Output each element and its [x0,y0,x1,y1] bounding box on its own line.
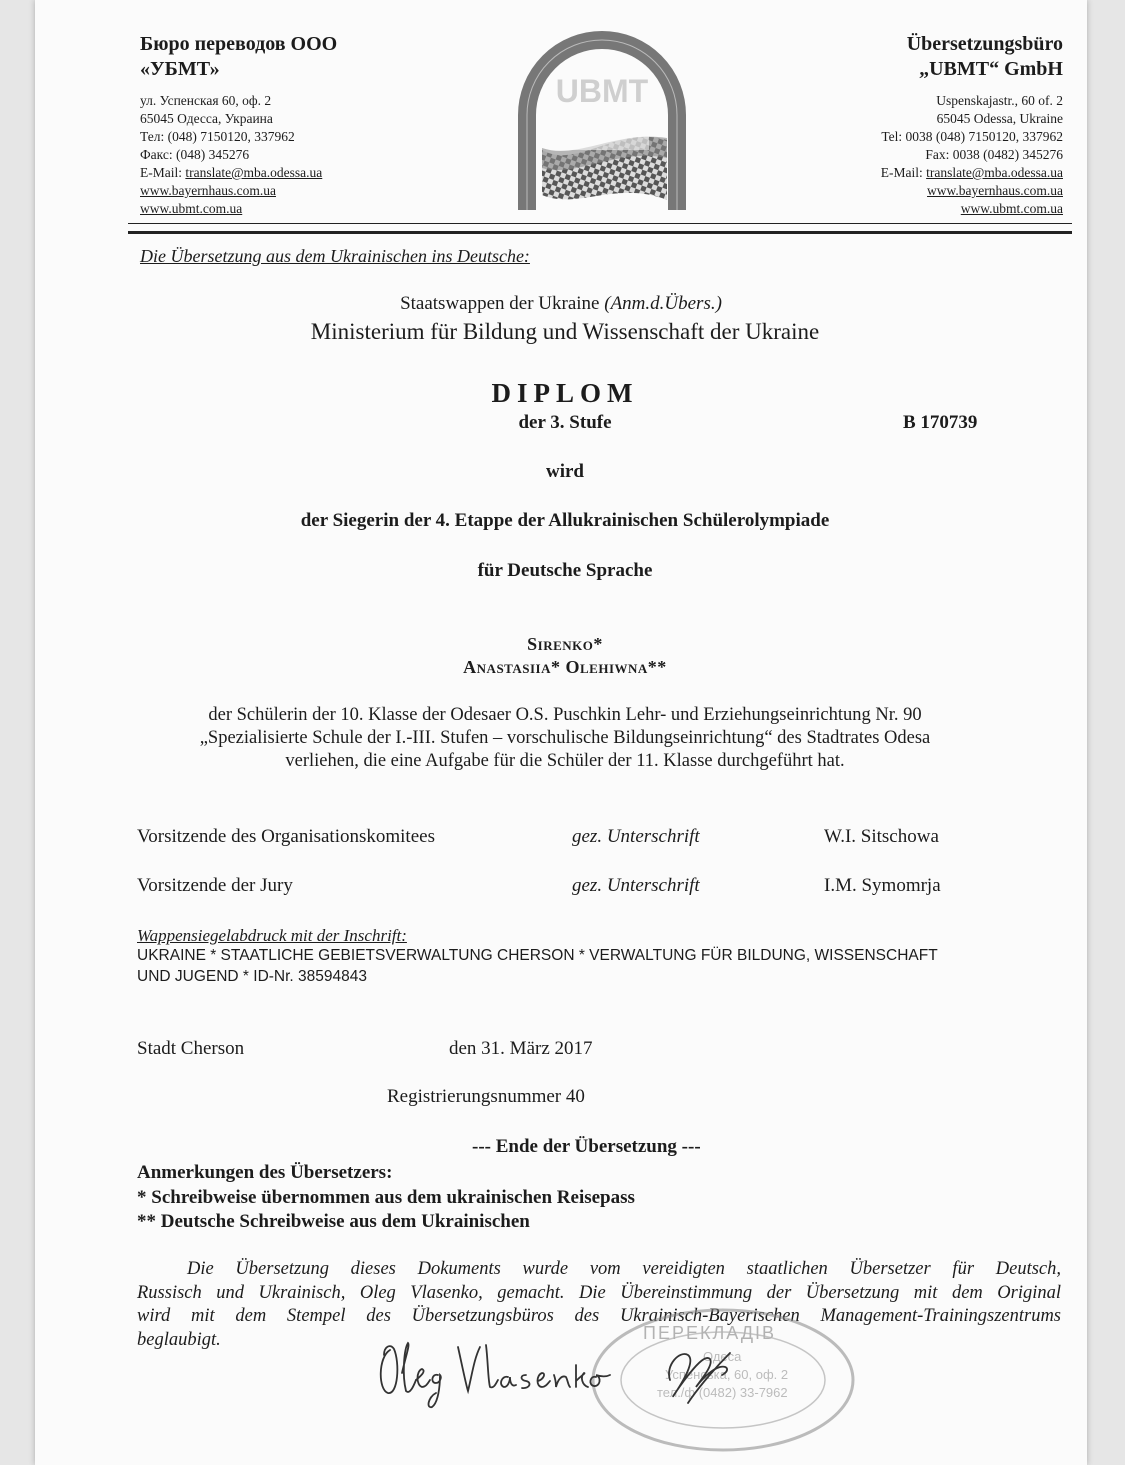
remarks-item-1: * Schreibweise übernommen aus dem ukrainischen Reisepass [137,1186,635,1208]
tel-de: Tel: 0038 (048) 7150120, 337962 [881,129,1063,144]
end-of-translation: --- Ende der Übersetzung --- [472,1136,701,1157]
header-rule-thin [128,223,1072,224]
translation-note: Die Übersetzung aus dem Ukrainischen ins Deutsche: [140,246,530,266]
web-link-ru-2[interactable]: www.ubmt.com.ua [140,201,243,216]
signature-role-2: Vorsitzende der Jury [137,875,293,896]
wird-text: wird [546,461,584,482]
registration-number: Registrierungsnummer 40 [387,1086,585,1107]
fax-ru: Факс: (048) 345276 [140,147,250,162]
signature-scribble-icon [370,1325,810,1415]
signature-sig-2: gez. Unterschrift [572,875,700,896]
stamp-word: ПЕРЕКЛАДІВ [643,1323,777,1343]
coat-of-arms-text: Staatswappen der Ukraine [400,293,600,314]
stamp-line-2: Успенська, 60, оф. 2 [665,1367,789,1382]
school-line-2: „Spezialisierte Schule der I.-III. Stufen – vorschulische Bildungseinrichtung“ des Stadtrates Odesa [199,728,931,748]
diplom-number: B 170739 [903,412,978,433]
bureau-name-de-1: Übersetzungsbüro [906,33,1063,55]
bureau-name-ru-2: «УБМТ» [140,58,220,80]
fax-de: Fax: 0038 (0482) 345276 [925,147,1063,162]
school-line-1: der Schülerin der 10. Klasse der Odesaer O.S. Puschkin Lehr- und Erziehungseinrichtung Nr. 90 [208,705,922,725]
surname: Sirenko* [527,634,603,654]
stamp-line-1: Одеса [703,1349,742,1364]
cert-line-1: Die Übersetzung dieses Dokuments wurde vom vereidigten staatlichen Übersetzer für Deutsch, [187,1259,1061,1279]
address-de-2: 65045 Odessa, Ukraine [936,111,1063,126]
diplom-level: der 3. Stufe [518,412,612,433]
email-ru: E-Mail: translate@mba.odessa.ua [140,165,323,180]
bureau-name-de-2: „UBMT“ GmbH [919,58,1063,80]
seal-inscription [137,945,938,987]
email-link-ru[interactable]: translate@mba.odessa.ua [185,165,323,180]
diplom-title: DIPLOM [491,378,639,408]
svg-text:UBMT: UBMT [555,73,649,109]
ministry-title: Ministerium für Bildung und Wissenschaft der Ukraine [310,319,820,344]
header-right [725,32,1063,218]
stamp-line-3: тел./ф (0482) 33-7962 [657,1385,788,1400]
cert-line-3: wird mit dem Stempel des Übersetzungsbüros des Ukrainisch-Bayerischen Management-Trainingszentrums [137,1306,1061,1326]
email-de: E-Mail: translate@mba.odessa.ua [880,165,1063,180]
seal-label: Wappensiegelabdruck mit der Inschrift: [137,926,407,945]
translator-remarks [137,1161,635,1235]
coat-of-arms-line [35,293,1087,315]
date: den 31. März 2017 [449,1038,593,1059]
seal-line-1: UKRAINE * STAATLICHE GEBIETSVERWALTUNG CHERSON * VERWALTUNG FÜR BILDUNG, WISSENSCHAFT [137,947,938,964]
subject-text: für Deutsche Sprache [477,560,653,581]
address-ru-2: 65045 Одесса, Украина [140,111,273,126]
header-left [140,32,470,218]
signature-sig-1: gez. Unterschrift [572,826,700,847]
web-link-de-2[interactable]: www.ubmt.com.ua [960,201,1063,216]
seal-line-2: UND JUGEND * ID-Nr. 38594843 [137,968,367,985]
cert-line-4: beglaubigt. [137,1329,221,1350]
cert-line-2: Russisch und Ukrainisch, Oleg Vlasenko, gemacht. Die Übereinstimmung der Übersetzung mit dem Original [137,1282,1061,1303]
school-paragraph [35,704,1087,773]
given-names: Anastasiia* Olehiwna** [463,657,667,677]
handwritten-signature [370,1325,810,1415]
signature-name-2: I.M. Symomrja [824,875,941,896]
coat-of-arms-note: (Anm.d.Übers.) [604,293,722,314]
siegerin-text: der Siegerin der 4. Etappe der Allukrainischen Schülerolympiade [300,510,830,531]
place: Stadt Cherson [137,1038,245,1059]
header-rule-thick [128,231,1072,234]
signature-role-1: Vorsitzende des Organisationskomitees [137,826,435,847]
school-line-3: verliehen, die eine Aufgabe für die Schüler der 11. Klasse durchgeführt hat. [285,751,845,771]
web-link-de-1[interactable]: www.bayernhaus.com.ua [927,183,1063,198]
ubmt-logo-icon [507,30,697,215]
remarks-item-2: ** Deutsche Schreibweise aus dem Ukrainischen [137,1211,530,1232]
email-link-de[interactable]: translate@mba.odessa.ua [926,165,1063,180]
signature-name-1: W.I. Sitschowa [824,826,939,847]
bureau-name-ru-1: Бюро переводов ООО [140,33,338,55]
ubmt-logo [507,30,697,215]
address-de-1: Uspenskajastr., 60 of. 2 [936,93,1063,108]
tel-ru: Тел: (048) 7150120, 337962 [140,129,295,144]
remarks-title: Anmerkungen des Übersetzers: [137,1162,393,1183]
address-ru-1: ул. Успенская 60, оф. 2 [140,93,272,108]
document-page [35,0,1087,1465]
web-link-ru-1[interactable]: www.bayernhaus.com.ua [140,183,276,198]
